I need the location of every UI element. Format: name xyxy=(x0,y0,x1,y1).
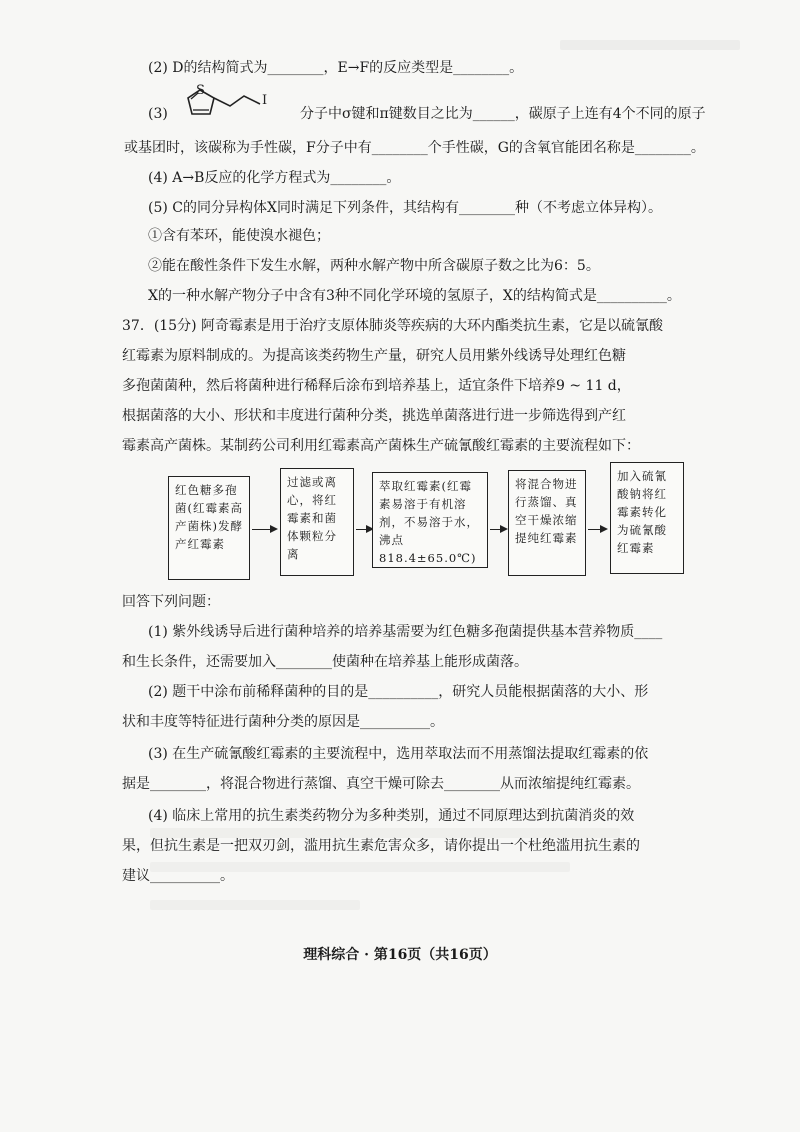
flow-step-fermentation: 红色糖多孢菌(红霉素高产菌株)发酵产红霉素 xyxy=(168,476,250,580)
flow-step-separation: 过滤或离心，将红霉素和菌体颗粒分离 xyxy=(280,468,354,576)
flow-step-distillation: 将混合物进行蒸馏、真空干燥浓缩提纯红霉素 xyxy=(508,470,586,576)
flow-arrow xyxy=(490,529,506,530)
q37-3-line-2: 据是________，将混合物进行蒸馏、真空干燥可除去________从而浓缩提纯红霉素。 xyxy=(122,776,640,792)
q37-intro-4: 根据菌落的大小、形状和丰度进行菌种分类，挑选单菌落进行进一步筛选得到产红 xyxy=(122,408,626,424)
flow-arrow xyxy=(356,529,372,530)
bleed-through-mark xyxy=(560,40,740,50)
q37-2-line: (2) 题干中涂布前稀释菌种的目的是__________，研究人员能根据菌落的大小、形 xyxy=(148,684,649,700)
q3-line-2: 或基团时，该碳称为手性碳，F分子中有________个手性碳，G的含氧官能团名称是________。 xyxy=(124,140,705,156)
flow-arrow xyxy=(252,529,276,530)
q3-label: (3) xyxy=(148,106,168,122)
q5-condition-1: ①含有苯环，能使溴水褪色； xyxy=(148,228,330,244)
q37-1-line-2: 和生长条件，还需要加入________使菌种在培养基上能形成菌落。 xyxy=(122,654,528,670)
q5-line: (5) C的同分异构体X同时满足下列条件，其结构有________种（不考虑立体异构）。 xyxy=(148,200,662,216)
q5-line-x: X的一种水解产物分子中含有3种不同化学环境的氢原子，X的结构简式是__________。 xyxy=(148,288,681,304)
thiophene-ethyl-iodide-structure xyxy=(178,80,288,122)
page-footer: 理科综合 · 第16页（共16页） xyxy=(303,947,497,963)
q37-intro-5: 霉素高产菌株。某制药公司利用红霉素高产菌株生产硫氰酸红霉素的主要流程如下： xyxy=(122,438,640,454)
q37-4-line: (4) 临床上常用的抗生素类药物分为多种类别，通过不同原理达到抗菌消炎的效 xyxy=(148,808,635,824)
q5-condition-2: ②能在酸性条件下发生水解，两种水解产物中所含碳原子数之比为6：5。 xyxy=(148,258,600,274)
answer-prompt: 回答下列问题： xyxy=(122,594,220,610)
q37-1-line: (1) 紫外线诱导后进行菌种培养的培养基需要为红色糖多孢菌提供基本营养物质____ xyxy=(148,624,663,640)
bleed-through-mark xyxy=(150,900,360,910)
sulfur-atom-label: S xyxy=(196,83,205,98)
flow-step-extraction: 萃取红霉素(红霉素易溶于有机溶剂，不易溶于水，沸点818.4±65.0℃) xyxy=(372,472,488,568)
flow-step-conversion: 加入硫氰酸钠将红霉素转化为硫氰酸红霉素 xyxy=(610,462,684,574)
q37-2-line-2: 状和丰度等特征进行菌种分类的原因是__________。 xyxy=(122,714,444,730)
q3-line: 分子中σ键和π键数目之比为______，碳原子上连有4个不同的原子 xyxy=(300,106,706,122)
q37-intro: 37．(15分) 阿奇霉素是用于治疗支原体肺炎等疾病的大环内酯类抗生素，它是以硫氰酸 xyxy=(122,318,664,334)
q37-4-line-2: 果，但抗生素是一把双刃剑，滥用抗生素危害众多，请你提出一个杜绝滥用抗生素的 xyxy=(122,838,640,854)
flow-arrow xyxy=(588,529,606,530)
q4-line: (4) A→B反应的化学方程式为________。 xyxy=(148,170,401,186)
q37-intro-2: 红霉素为原料制成的。为提高该类药物生产量，研究人员用紫外线诱导处理红色糖 xyxy=(122,348,626,364)
q37-4-line-3: 建议__________。 xyxy=(122,868,234,884)
q2-line: (2) D的结构简式为________，E→F的反应类型是________。 xyxy=(148,60,524,76)
q37-intro-3: 多孢菌菌种，然后将菌种进行稀释后涂布到培养基上，适宜条件下培养9 ~ 11 d， xyxy=(122,378,631,394)
iodine-atom-label: I xyxy=(262,93,268,108)
q37-3-line: (3) 在生产硫氰酸红霉素的主要流程中，选用萃取法而不用蒸馏法提取红霉素的依 xyxy=(148,746,649,762)
